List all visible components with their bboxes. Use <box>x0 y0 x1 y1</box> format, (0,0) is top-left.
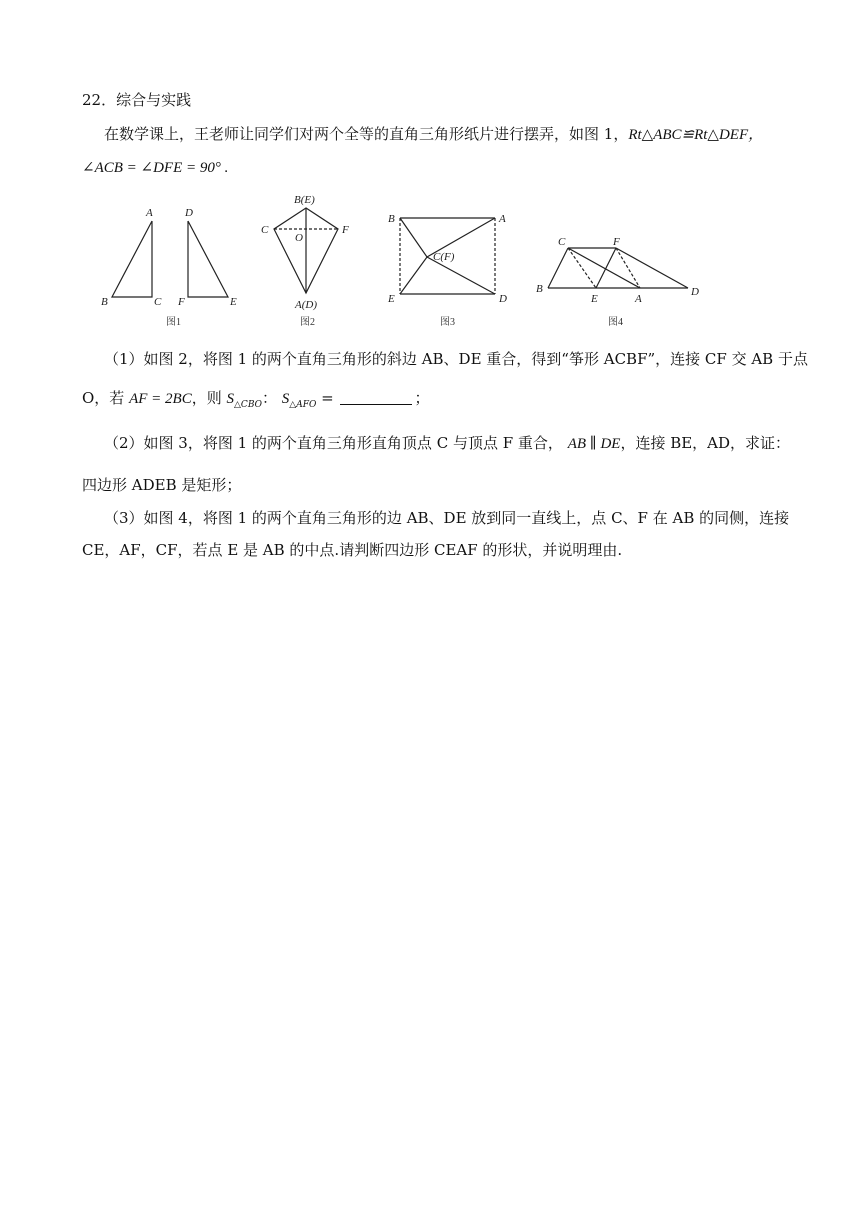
figure-1 <box>112 221 228 297</box>
fig4-label-a: A <box>635 293 642 305</box>
fig1-label-a: A <box>146 207 153 219</box>
part-2-suffix: ，连接 BE，AD，求证： <box>620 434 791 452</box>
figure-4 <box>548 248 688 288</box>
right-angle-statement: ∠ACB = ∠DFE = 90° . <box>82 160 229 176</box>
side-ca <box>568 248 640 288</box>
part-1-then: ，则 <box>191 389 222 407</box>
fig4-label-f: F <box>613 236 620 248</box>
fig3-caption: 图3 <box>440 317 455 328</box>
segment-ce <box>568 248 596 288</box>
question-title: 22．综合与实践 <box>82 91 192 109</box>
area-cbo-subscript: △CBO <box>234 400 262 410</box>
figure-2-labels <box>261 194 349 328</box>
intro-line-2 <box>82 157 228 178</box>
area-cbo-symbol: S <box>226 391 235 407</box>
fig2-label-be: B(E) <box>294 194 315 206</box>
fig2-label-o: O <box>295 232 303 244</box>
part-1-line-1: （1）如图 2，将图 1 的两个直角三角形的斜边 AB、DE 重合，得到“筝形 ACBF”，连接 CF 交 AB 于点 <box>104 350 808 368</box>
fig2-label-ad: A(D) <box>295 299 317 311</box>
fig2-caption: 图2 <box>300 317 315 328</box>
part-2-line-1 <box>104 433 790 454</box>
part-1-line-2 <box>82 388 429 415</box>
fig3-label-d: D <box>499 293 507 305</box>
fig1-label-e: E <box>230 296 237 308</box>
triangle-def <box>188 221 228 297</box>
fig4-label-e: E <box>591 293 598 305</box>
fig4-label-b: B <box>536 283 543 295</box>
ratio-colon: ： <box>261 389 277 407</box>
intro-line-1 <box>104 124 763 145</box>
geometry-figures <box>90 188 730 333</box>
side-fd <box>616 248 688 288</box>
fig3-label-e: E <box>388 293 395 305</box>
fig1-label-c: C <box>154 296 162 308</box>
fig1-label-f: F <box>178 296 185 308</box>
fig4-label-c: C <box>558 236 566 248</box>
area-afo-symbol: S <box>281 391 290 407</box>
fig2-label-c: C <box>261 224 269 236</box>
fig3-label-b: B <box>388 213 395 225</box>
figure-1-labels <box>101 207 237 328</box>
fig3-label-a: A <box>499 213 506 225</box>
answer-blank[interactable] <box>340 390 412 405</box>
fig4-label-d: D <box>691 286 699 298</box>
side-bc <box>548 248 568 288</box>
figure-strip <box>90 188 730 333</box>
figure-3-labels <box>387 213 507 328</box>
figure-2 <box>274 208 338 293</box>
part-1-prefix: O，若 <box>82 389 125 407</box>
triangle-abc <box>112 221 152 297</box>
intro-text: 在数学课上，王老师让同学们对两个全等的直角三角形纸片进行摆弄，如图 1， <box>104 125 629 143</box>
part-1-end: ； <box>414 389 430 407</box>
part-2-prefix: （2）如图 3，将图 1 的两个直角三角形直角顶点 C 与顶点 F 重合， <box>104 434 563 452</box>
fig1-caption: 图1 <box>166 317 181 328</box>
parallel-statement: AB ∥ DE <box>567 436 621 452</box>
congruence-statement: Rt△ABC≌Rt△DEF， <box>628 127 764 143</box>
area-afo-subscript: △AFO <box>289 400 317 410</box>
part-1-condition: AF = 2BC <box>129 391 192 407</box>
part-3-line-1: （3）如图 4，将图 1 的两个直角三角形的边 AB、DE 放到同一直线上，点 C、F 在 AB 的同侧，连接 <box>104 509 790 527</box>
equals-sign: = <box>316 389 334 407</box>
fig1-label-b: B <box>101 296 108 308</box>
fig2-label-f: F <box>342 224 349 236</box>
fig1-label-d: D <box>185 207 193 219</box>
side-ef <box>596 248 616 288</box>
part-3-line-2: CE，AF，CF，若点 E 是 AB 的中点.请判断四边形 CEAF 的形状，并说明理由. <box>82 541 623 559</box>
part-2-line-2: 四边形 ADEB 是矩形； <box>82 476 242 494</box>
fig3-label-cf: C(F) <box>433 251 455 263</box>
fig4-caption: 图4 <box>608 317 623 328</box>
